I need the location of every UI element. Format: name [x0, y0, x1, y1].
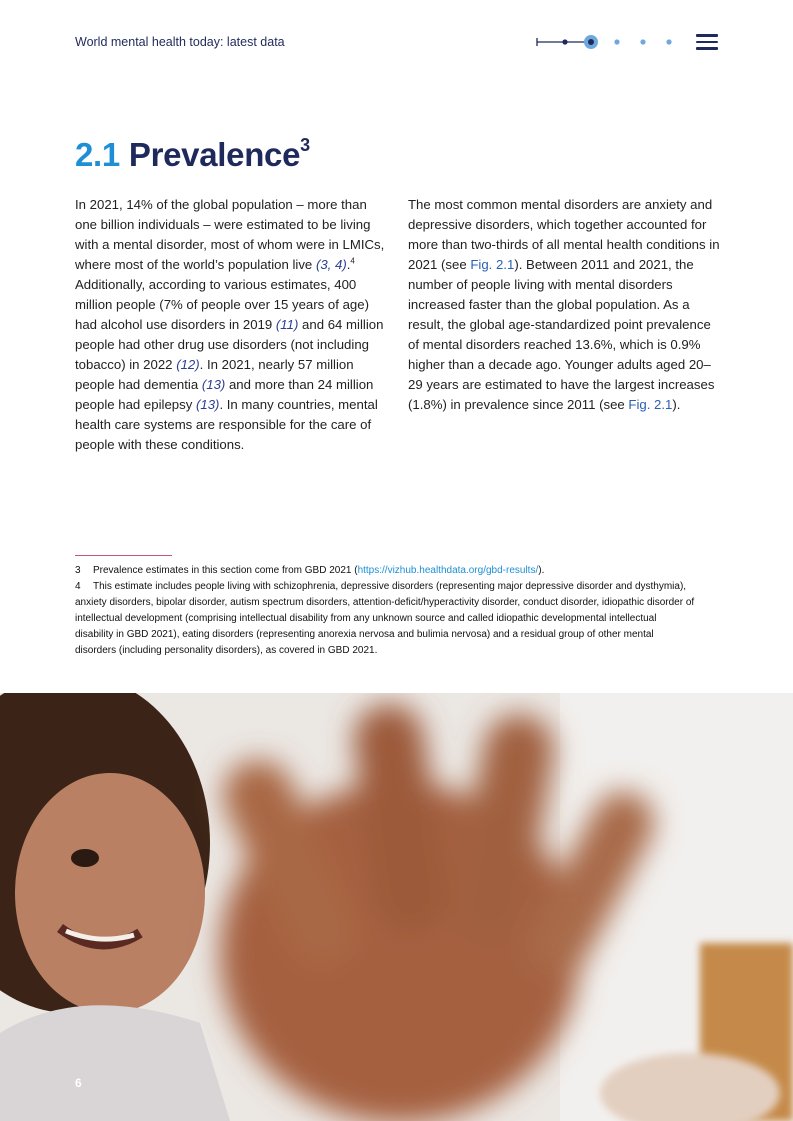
section-progress-nav[interactable]: [535, 33, 675, 51]
section-title: [75, 136, 310, 174]
progress-dot-current-core: [588, 39, 594, 45]
footnotes: [75, 563, 695, 659]
citation-3-4[interactable]: (3, 4): [315, 257, 347, 272]
section-title-text: Prevalence: [128, 136, 301, 173]
right-column: [408, 195, 720, 415]
figure-link-2-1b[interactable]: Fig. 2.1: [628, 397, 673, 412]
citation-13a[interactable]: (13): [201, 377, 226, 392]
page-number: 6: [75, 1076, 82, 1090]
citation-13b[interactable]: (13): [195, 397, 220, 412]
footnote-4: 4 This estimate includes people living with schizophrenia, depressive disorders (representing major depressive disorder and dysthymia), anxiety disorders, bipolar disorder, autism spectrum disorders, attention-deficit/hyperactivity disorder, conduct disorder, idiopathic disorder of intellectual development (comprising intellectual disability from any unknown source and called idiopathic developmental intellectual disability in GBD 2021), eating disorders (representing anorexia nervosa and bulimia nervosa) and a residual group of other mental disorders (including personality disorders), as covered in GBD 2021.: [75, 581, 695, 656]
citation-12[interactable]: (12): [176, 357, 200, 372]
section-footnote-mark[interactable]: 3: [300, 135, 310, 155]
progress-dot-next-1: [614, 39, 619, 44]
right-paragraph: The most common mental disorders are anxiety and depressive disorders, which together accounted for more than two-thirds of all mental health conditions in 2021 (see Fig. 2.1). Between 2011 and 2021, the number of people living with mental disorders increased faster than the global population. As a result, the global age-standardized point prevalence of mental disorders reached 13.6%, which is 0.9% higher than a decade ago. Younger adults aged 20–29 years are estimated to have the largest increases (1.8%) in prevalence since 2011 (see Fig. 2.1).: [408, 197, 720, 412]
progress-dot-next-2: [640, 39, 645, 44]
child-hand-photo: [0, 693, 793, 1121]
footnote-divider: [75, 555, 172, 556]
left-column: [75, 195, 387, 455]
running-header: World mental health today: latest data: [75, 35, 285, 49]
citation-11[interactable]: (11): [275, 317, 299, 332]
progress-dot-next-3: [666, 39, 671, 44]
photo-illustration: [0, 693, 793, 1121]
hamburger-menu-icon[interactable]: [696, 34, 718, 50]
progress-dot-past: [562, 39, 567, 44]
left-paragraph: In 2021, 14% of the global population – more than one billion individuals – were estimated to be living with a mental disorder, most of whom were in LMICs, where most of the world’s population live (3, 4).$^4$ Additionally, according to various estimates, 400 million people (7% of people over 15 years of age) had alcohol use disorders in 2019 (11) and 64 million people had other drug use disorders (not including tobacco) in 2022 (12). In 2021, nearly 57 million people had dementia (13) and more than 24 million people had epilepsy (13). In many countries, mental health care systems are responsible for the care of people with these conditions.: [75, 197, 385, 452]
gbd-results-link[interactable]: https://vizhub.healthdata.org/gbd-results/: [357, 565, 539, 576]
footnote-mark-4[interactable]: 4: [350, 256, 355, 266]
figure-link-2-1a[interactable]: Fig. 2.1: [470, 257, 515, 272]
footnote-3: 3 Prevalence estimates in this section come from GBD 2021 (https://vizhub.healthdata.org/gbd-results/).: [75, 565, 545, 576]
section-number: 2.1: [75, 136, 120, 173]
